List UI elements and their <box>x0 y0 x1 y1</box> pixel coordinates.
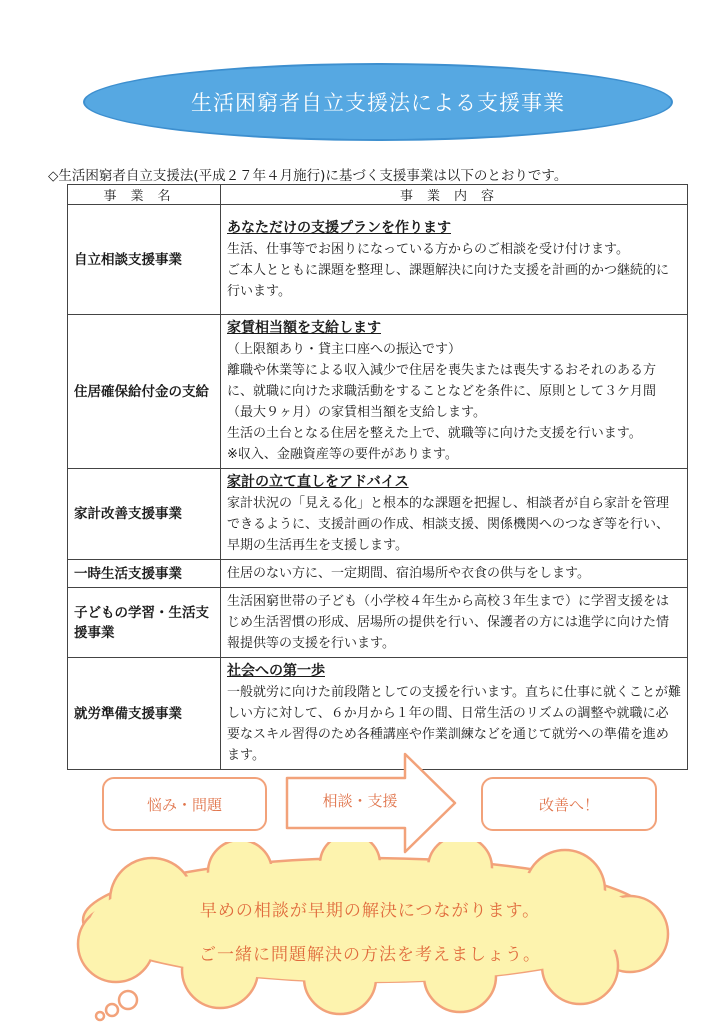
step-improve-box <box>481 777 657 831</box>
table-row <box>68 205 688 315</box>
desc-line: 一般就労に向けた前段階としての支援を行います。直ちに仕事に就くことが難しい方に対して、６か月から１年の間、日常生活のリズムの調整や就職に必要なスキル習得のため各種講座や作業訓練などを通じて就労への準備を進めます。 <box>227 685 681 763</box>
cloud-icon <box>60 842 676 1022</box>
service-heading: 社会への第一歩 <box>227 663 325 679</box>
step-problem-label: 悩み・問題 <box>146 795 222 814</box>
service-desc <box>221 205 688 315</box>
message-line-2: ご一緒に問題解決の方法を考えましょう。 <box>199 945 541 965</box>
table-row <box>68 469 688 560</box>
service-name: 一時生活支援事業 <box>68 560 221 588</box>
desc-line: 生活の土台となる住居を整えた上で、就職等に向けた支援を行います。 <box>227 426 642 441</box>
header-content: 事業内容 <box>221 185 688 205</box>
service-heading: あなただけの支援プランを作ります <box>227 219 451 236</box>
desc-line: 住居のない方に、一定期間、宿泊場所や衣食の供与をします。 <box>227 566 590 581</box>
step-support-label: 相談・支援 <box>322 792 398 810</box>
intro-text: ◇生活困窮者自立支援法(平成２７年４月施行)に基づく支援事業は以下のとおりです。 <box>48 168 568 184</box>
service-name: 住居確保給付金の支給 <box>68 315 221 469</box>
desc-line: 家計状況の「見える化」と根本的な課題を把握し、相談者が自ら家計を管理できるように、支援計画の作成、相談支援、関係機関へのつなぎ等を行い、早期の生活再生を支援します。 <box>227 496 670 553</box>
desc-line: ご本人とともに課題を整理し、課題解決に向けた支援を計画的かつ継続的に行います。 <box>227 262 670 299</box>
page-title: 生活困窮者自立支援法による支援事業 <box>191 91 565 115</box>
desc-line: 生活困窮世帯の子ども（小学校４年生から高校３年生まで）に学習支援をはじめ生活習慣の形成、居場所の提供を行い、保護者の方には進学に向けた情報提供等の支援を行います。 <box>227 594 670 651</box>
service-heading: 家計の立て直しをアドバイス <box>227 474 409 490</box>
service-desc <box>221 469 688 560</box>
step-improve-label: 改善へ！ <box>538 795 599 814</box>
title-banner <box>83 63 673 141</box>
header-name: 事業名 <box>68 185 221 205</box>
service-desc <box>221 588 688 658</box>
service-desc <box>221 315 688 469</box>
service-name: 子どもの学習・生活支援事業 <box>68 588 221 658</box>
services-table <box>67 184 688 770</box>
step-problem-box <box>102 777 267 831</box>
desc-line: 生活、仕事等でお困りになっている方からのご相談を受け付けます。 <box>227 241 629 257</box>
table-row <box>68 560 688 588</box>
table-row <box>68 588 688 658</box>
service-heading: 家賃相当額を支給します <box>227 320 381 336</box>
service-desc <box>221 560 688 588</box>
service-name: 就労準備支援事業 <box>68 658 221 770</box>
desc-line: （上限額あり・貸主口座への振込です） <box>227 342 462 357</box>
table-row <box>68 315 688 469</box>
message-line-1: 早めの相談が早期の解決につながります。 <box>199 901 541 921</box>
desc-line: ※収入、金融資産等の要件があります。 <box>227 447 458 462</box>
service-name: 自立相談支援事業 <box>68 205 221 315</box>
desc-line: 離職や休業等による収入減少で住居を喪失または喪失するおそれのある方に、就職に向けた求職活動をすることなどを条件に、原則として３ケ月間（最大９ヶ月）の家賃相当額を支給します。 <box>227 363 657 420</box>
service-name: 家計改善支援事業 <box>68 469 221 560</box>
